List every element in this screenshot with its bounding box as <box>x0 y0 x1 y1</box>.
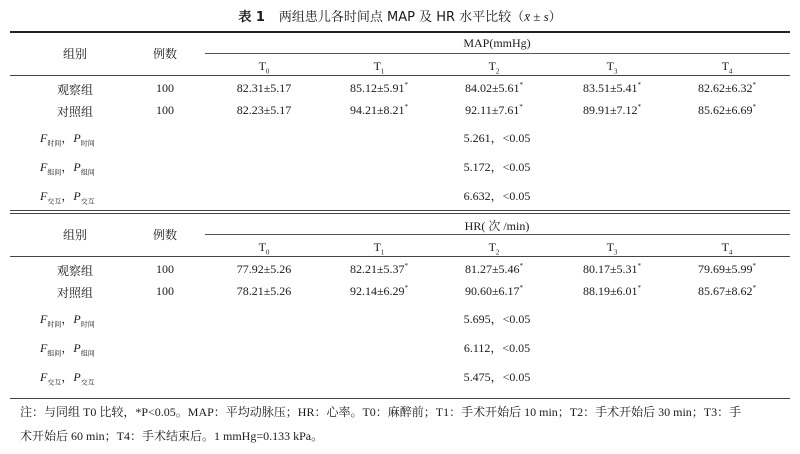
top-rule <box>10 31 790 33</box>
table-cell: 81.27±5.46* <box>464 262 524 276</box>
table-cell: 84.02±5.61* <box>464 81 524 95</box>
table-number: 表 1 <box>238 10 265 25</box>
time-point-header: $T_4$ <box>721 59 733 76</box>
header-rule <box>10 75 790 76</box>
stat-label: $F_{组间}$，$P_{组间}$ <box>40 160 95 177</box>
group-name: 观察组 <box>56 83 94 97</box>
table-cell: 90.60±6.17* <box>464 284 524 298</box>
n-header: 例数 <box>152 228 178 242</box>
section-divider <box>10 213 790 214</box>
table-note <box>20 400 790 448</box>
stat-label: $F_{交互}$，$P_{交互}$ <box>40 189 95 206</box>
time-point-header: $T_3$ <box>606 59 618 76</box>
note-line-2: 术开始后 60 min；T4：手术结束后。1 mmHg=0.133 kPa。 <box>20 429 324 443</box>
time-point-header: $T_0$ <box>258 59 270 76</box>
header-subrule <box>205 234 790 235</box>
note-line-1: 注：与同组 T0 比较，*P<0.05。MAP：平均动脉压；HR：心率。T0：麻醉前；T1：手术开始后 10 min；T2：手术开始后 30 min；T3：手 <box>20 405 742 419</box>
time-point-header: $T_1$ <box>373 59 385 76</box>
stat-value: 5.172，<0.05 <box>463 160 531 174</box>
table-cell: 85.62±6.69* <box>697 103 757 117</box>
table-cell: 82.31±5.17 <box>236 81 292 95</box>
section-divider <box>10 210 790 211</box>
time-point-header: $T_1$ <box>373 240 385 257</box>
stat-value: 5.695，<0.05 <box>463 312 531 326</box>
group-name: 观察组 <box>56 264 94 278</box>
measure-header: MAP(mmHg) <box>463 36 531 50</box>
n-header: 例数 <box>152 47 178 61</box>
bottom-rule <box>10 398 790 399</box>
stat-value: 6.112，<0.05 <box>463 341 531 355</box>
table-cell: 78.21±5.26 <box>236 284 292 298</box>
measure-header: HR( 次 /min) <box>464 219 530 233</box>
sample-size: 100 <box>156 262 174 276</box>
sample-size: 100 <box>156 81 174 95</box>
time-point-header: $T_2$ <box>488 59 500 76</box>
header-rule <box>10 256 790 257</box>
table-cell: 92.14±6.29* <box>349 284 409 298</box>
table-cell: 94.21±8.21* <box>349 103 409 117</box>
table-title <box>0 6 800 25</box>
table-cell: 85.67±8.62* <box>697 284 757 298</box>
table-cell: 80.17±5.31* <box>582 262 642 276</box>
sample-size: 100 <box>156 284 174 298</box>
caption-close: ） <box>548 10 562 25</box>
time-point-header: $T_0$ <box>258 240 270 257</box>
stat-label: $F_{时间}$，$P_{时间}$ <box>40 131 95 148</box>
time-point-header: $T_3$ <box>606 240 618 257</box>
group-header: 组别 <box>62 47 88 61</box>
table-cell: 82.62±6.32* <box>697 81 757 95</box>
group-name: 对照组 <box>56 286 94 300</box>
table-cell: 89.91±7.12* <box>582 103 642 117</box>
table-cell: 88.19±6.01* <box>582 284 642 298</box>
group-name: 对照组 <box>56 105 94 119</box>
mean-sd-symbol: x̄ ± s <box>524 9 549 24</box>
stat-value: 5.261，<0.05 <box>463 131 531 145</box>
table-cell: 92.11±7.61* <box>465 103 523 117</box>
table-cell: 79.69±5.99* <box>697 262 757 276</box>
table-cell: 85.12±5.91* <box>349 81 409 95</box>
sample-size: 100 <box>156 103 174 117</box>
time-point-header: $T_4$ <box>721 240 733 257</box>
table-cell: 83.51±5.41* <box>582 81 642 95</box>
stat-value: 5.475，<0.05 <box>463 370 531 384</box>
stat-label: $F_{时间}$，$P_{时间}$ <box>40 312 95 329</box>
stat-label: $F_{交互}$，$P_{交互}$ <box>40 370 95 387</box>
table-cell: 82.23±5.17 <box>236 103 292 117</box>
time-point-header: $T_2$ <box>488 240 500 257</box>
table-caption: 两组患儿各时间点 MAP 及 HR 水平比较（ <box>278 10 525 25</box>
table-cell: 82.21±5.37* <box>349 262 409 276</box>
group-header: 组别 <box>62 228 88 242</box>
header-subrule <box>205 53 790 54</box>
stat-label: $F_{组间}$，$P_{组间}$ <box>40 341 95 358</box>
stat-value: 6.632，<0.05 <box>463 189 531 203</box>
table-cell: 77.92±5.26 <box>236 262 292 276</box>
